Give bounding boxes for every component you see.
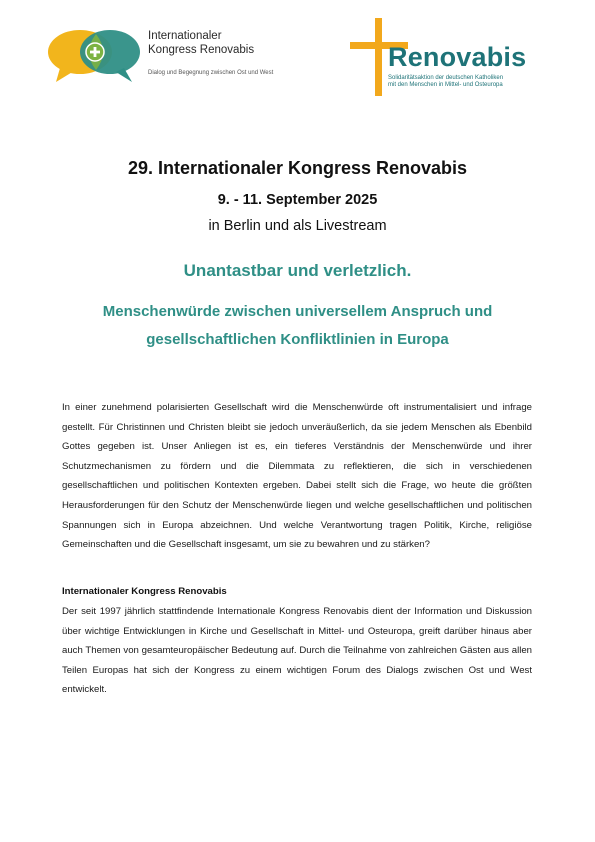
event-date: 9. - 11. September 2025: [217, 192, 378, 208]
section-paragraph: Der seit 1997 jährlich stattfindende Internationale Kongress Renovabis dient der Information und Diskussion über wichtige Entwicklungen in Kirche und Gesellschaft in Mittel- und Osteuropa, greift darüber hinaus aber auch Themen von gesamteuropäischer Bedeutung auf. Durch die Teilnahme von zahlreichen Gästen aus allen Teilen Europas hat sich der Kongress zu einem wichtigen Forum des Dialogs zwischen Ost und West entwickelt.: [62, 606, 532, 696]
theme-subtitle-line2: gesellschaftlichen Konfliktlinien in Europa: [146, 331, 449, 348]
speech-bubbles-plus-icon: [46, 26, 142, 86]
theme-title: Unantastbar und verletzlich.: [183, 261, 412, 280]
kongress-logo-tagline: Dialog und Begegnung zwischen Ost und West: [148, 70, 274, 76]
renovabis-logo: [350, 18, 550, 96]
theme-subtitle-line1: Menschenwürde zwischen universellem Anspruch und: [102, 303, 493, 320]
section-heading: Internationaler Kongress Renovabis: [62, 586, 227, 597]
kongress-logo: [46, 26, 306, 86]
kongress-logo-line2: Kongress Renovabis: [148, 44, 255, 56]
renovabis-subline-2: mit den Menschen in Mittel- und Osteuropa: [388, 82, 503, 88]
intro-paragraph: In einer zunehmend polarisierten Gesellschaft wird die Menschenwürde oft instrumentalisiert und infrage gestellt. Für Christinnen und Christen bleibt sie jedoch unveräußerlich, da sie jedem Menschen als Ebenbild Gottes gegeben ist. Unser Anliegen ist es, ein tieferes Verständnis der Menschenwürde und ihrer Schutzmechanismen zu fördern und die Dilemmata zu reflektieren, die sich in verschiedenen gesellschaftlichen und politischen Kontexten ergeben. Dabei stellt sich die Frage, wo heute die größten Herausforderungen für den Schutz der Menschenwürde liegen und welche gesellschaftlichen und politischen Spannungen sich in Europa abzeichnen. Und welche Verantwortung tragen Politik, Kirche, religiöse Gemeinschaften und die Gesellschaft insgesamt, um sie zu bewahren und zu stärken?: [62, 402, 532, 551]
renovabis-subline-1: Solidaritätsaktion der deutschen Katholiken: [388, 75, 504, 81]
event-location: in Berlin und als Livestream: [208, 218, 387, 234]
kongress-logo-line1: Internationaler: [148, 30, 222, 42]
renovabis-brand: Renovabis: [388, 42, 527, 72]
page-title: 29. Internationaler Kongress Renovabis: [127, 158, 468, 178]
